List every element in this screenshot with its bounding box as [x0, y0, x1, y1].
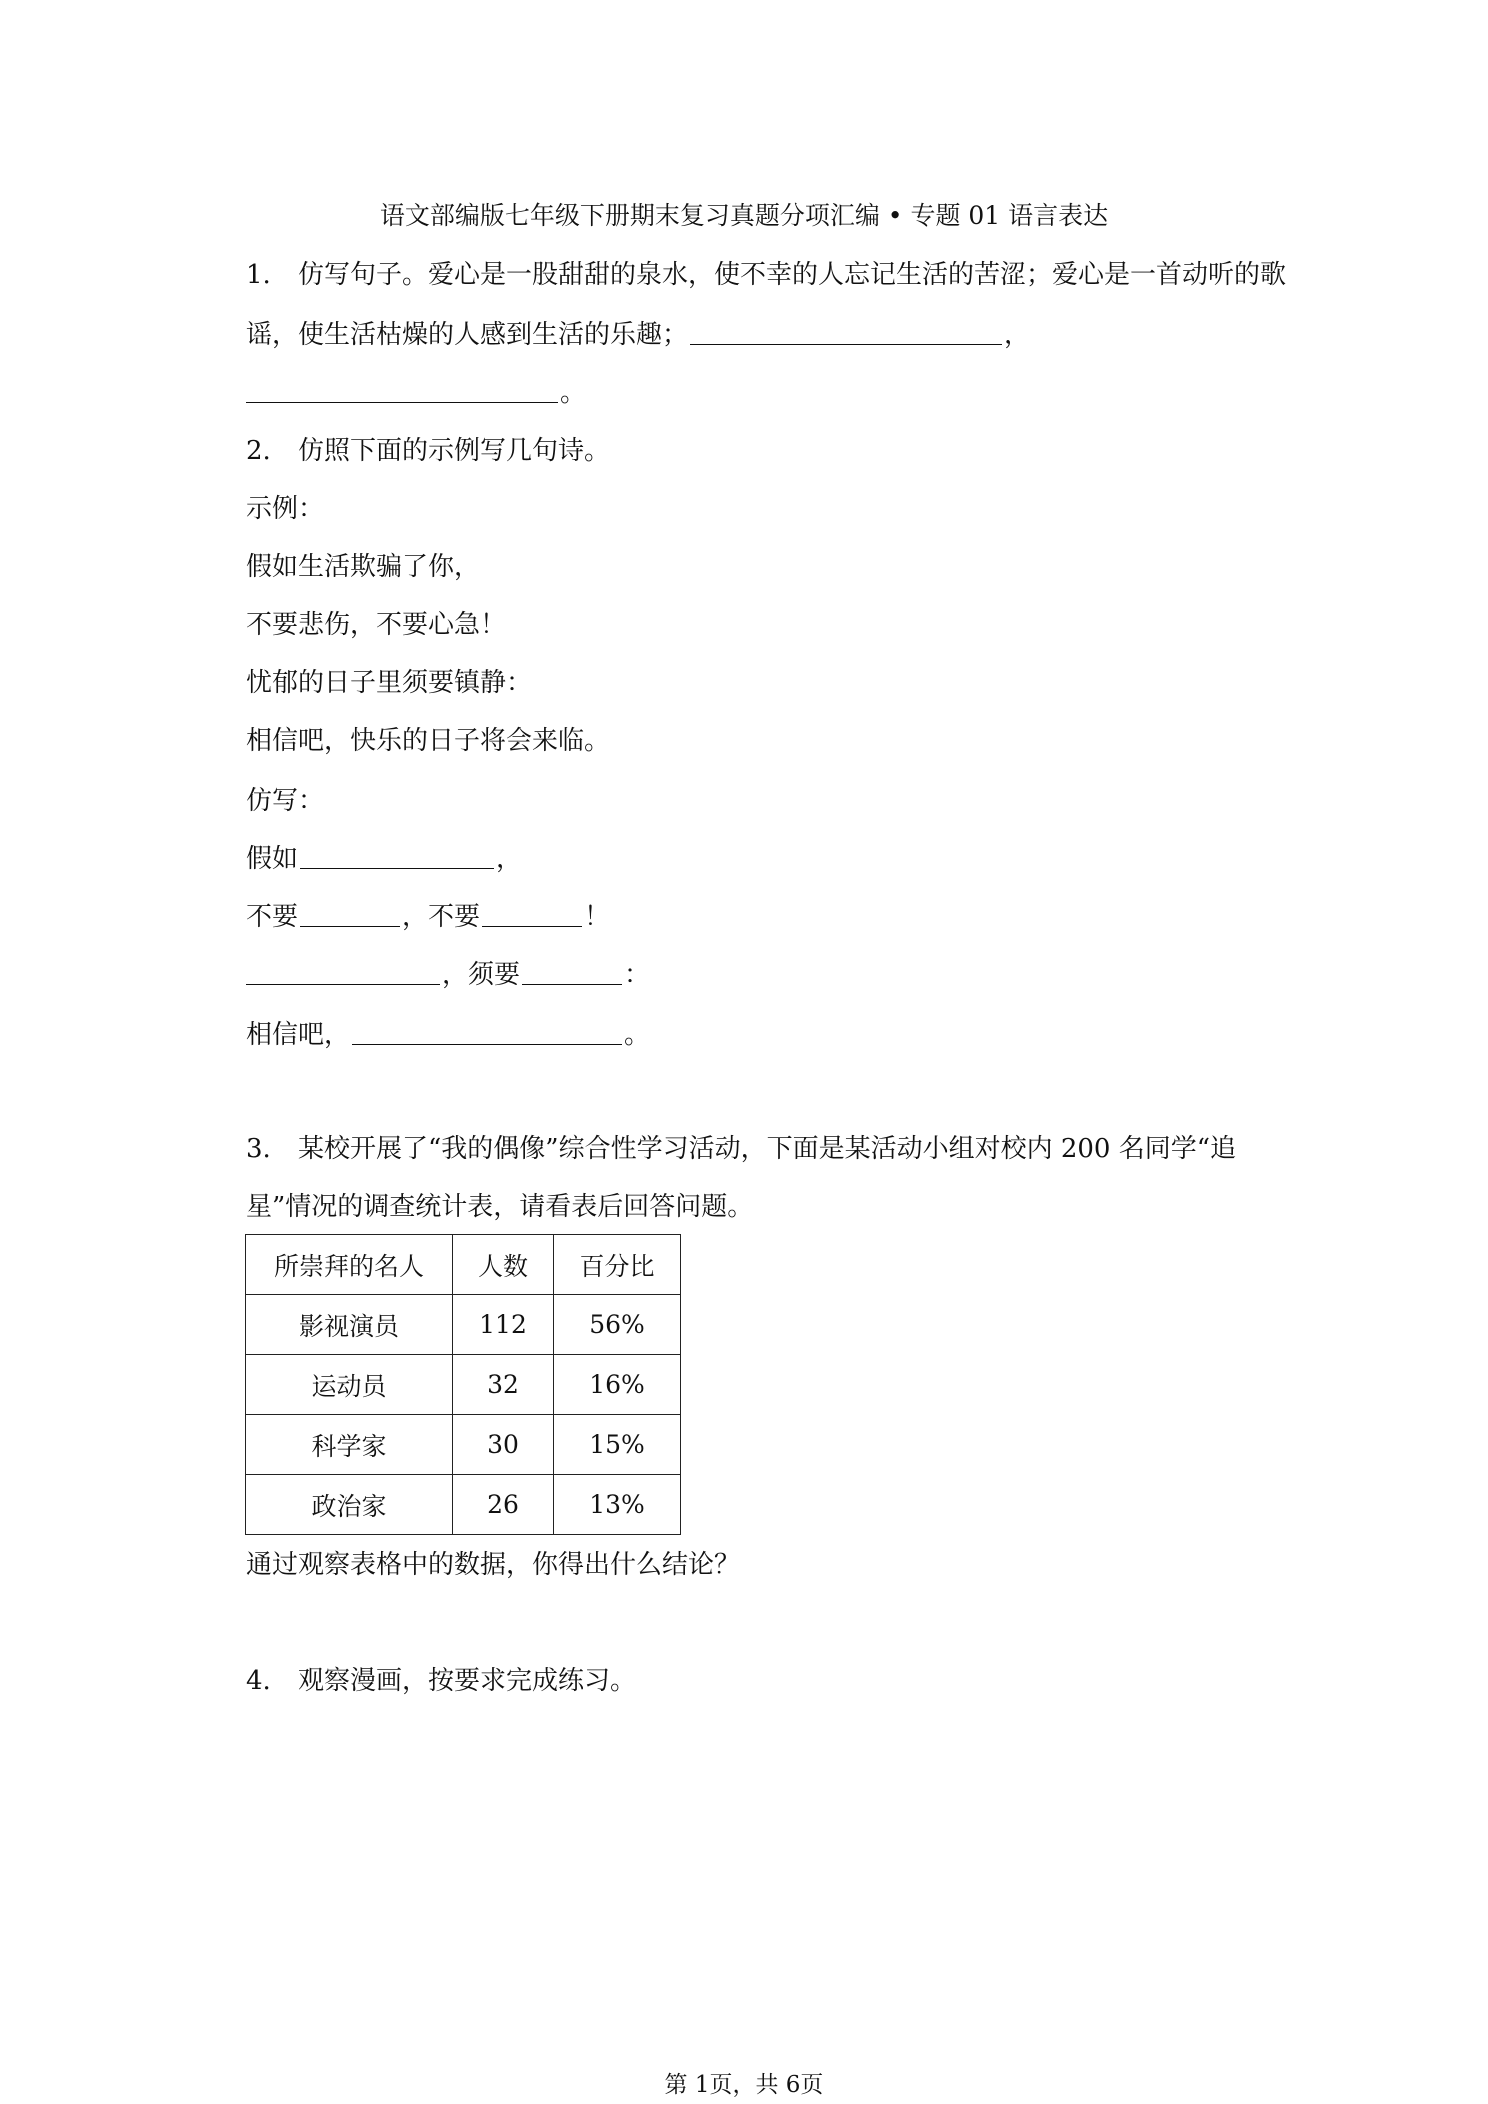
line-text: 相信吧，: [246, 1020, 351, 1050]
line-text: ，不要: [402, 902, 481, 932]
punctuation: 。: [560, 378, 587, 408]
table-cell: 影视演员: [246, 1295, 453, 1355]
question-text: 仿写句子。爱心是一股甜甜的泉水，使不幸的人忘记生活的苦涩；爱心是一首动听的歌: [298, 260, 1287, 290]
table-cell: 16%: [554, 1355, 681, 1415]
page-footer: 第 1页，共 6页: [664, 2072, 824, 2098]
question-4: [246, 1660, 636, 1697]
imitate-line-3: [246, 954, 650, 991]
imitate-label: 仿写：: [246, 786, 325, 816]
imitate-line-2: [246, 896, 610, 933]
example-line: 相信吧，快乐的日子将会来临。: [246, 726, 611, 756]
page-title: 语文部编版七年级下册期末复习真题分项汇编 • 专题 01 语言表达: [379, 201, 1109, 230]
answer-blank[interactable]: [690, 343, 1002, 345]
question-text: 某校开展了“我的偶像”综合性学习活动，下面是某活动小组对校内 200 名同学“追: [298, 1134, 1237, 1164]
punctuation: ，: [496, 844, 523, 874]
imitate-line-1: [246, 838, 522, 875]
answer-blank[interactable]: [482, 925, 582, 927]
question-text: 观察漫画，按要求完成练习。: [298, 1666, 637, 1696]
table-cell: 运动员: [246, 1355, 453, 1415]
table-cell: 30: [453, 1415, 554, 1475]
question-text: 谣，使生活枯燥的人感到生活的乐趣；: [246, 320, 689, 350]
table-row: [246, 1475, 681, 1535]
question-number: 3.: [246, 1134, 271, 1164]
table-row: [246, 1295, 681, 1355]
table-cell: 32: [453, 1355, 554, 1415]
question-number: 2.: [246, 436, 271, 466]
question-1-line-3: [246, 372, 586, 409]
question-3-ask: 通过观察表格中的数据，你得出什么结论？: [246, 1550, 741, 1580]
example-line: 假如生活欺骗了你，: [246, 552, 481, 582]
question-text: 仿照下面的示例写几句诗。: [298, 436, 611, 466]
table-header: 人数: [453, 1235, 554, 1295]
table-cell: 15%: [554, 1415, 681, 1475]
table-cell: 26: [453, 1475, 554, 1535]
answer-blank[interactable]: [300, 925, 400, 927]
line-text: ，须要: [442, 960, 521, 990]
question-1-line-2: [246, 314, 1030, 351]
answer-blank[interactable]: [246, 983, 440, 985]
imitate-line-4: [246, 1014, 650, 1051]
survey-table: [245, 1234, 681, 1535]
punctuation: ：: [624, 960, 651, 990]
table-header: 所崇拜的名人: [246, 1235, 453, 1295]
question-number: 4.: [246, 1666, 271, 1696]
table-cell: 56%: [554, 1295, 681, 1355]
table-header-row: [246, 1235, 681, 1295]
answer-blank[interactable]: [352, 1043, 622, 1045]
line-text: 假如: [246, 844, 299, 874]
table-header: 百分比: [554, 1235, 681, 1295]
question-2: [246, 430, 610, 467]
table-row: [246, 1355, 681, 1415]
example-label: 示例：: [246, 494, 325, 524]
table-cell: 13%: [554, 1475, 681, 1535]
table-cell: 科学家: [246, 1415, 453, 1475]
question-number: 1.: [246, 260, 271, 290]
answer-blank[interactable]: [246, 401, 558, 403]
table-cell: 112: [453, 1295, 554, 1355]
answer-blank[interactable]: [300, 867, 494, 869]
question-1: [246, 254, 1286, 291]
table-row: [246, 1415, 681, 1475]
example-line: 不要悲伤，不要心急！: [246, 610, 507, 640]
punctuation: ，: [1004, 320, 1031, 350]
table-cell: 政治家: [246, 1475, 453, 1535]
punctuation: ！: [584, 902, 611, 932]
question-3: [246, 1128, 1236, 1165]
answer-blank[interactable]: [522, 983, 622, 985]
line-text: 不要: [246, 902, 299, 932]
punctuation: 。: [624, 1020, 651, 1050]
example-line: 忧郁的日子里须要镇静：: [246, 668, 533, 698]
question-3-line-2: 星”情况的调查统计表，请看表后回答问题。: [246, 1192, 754, 1222]
